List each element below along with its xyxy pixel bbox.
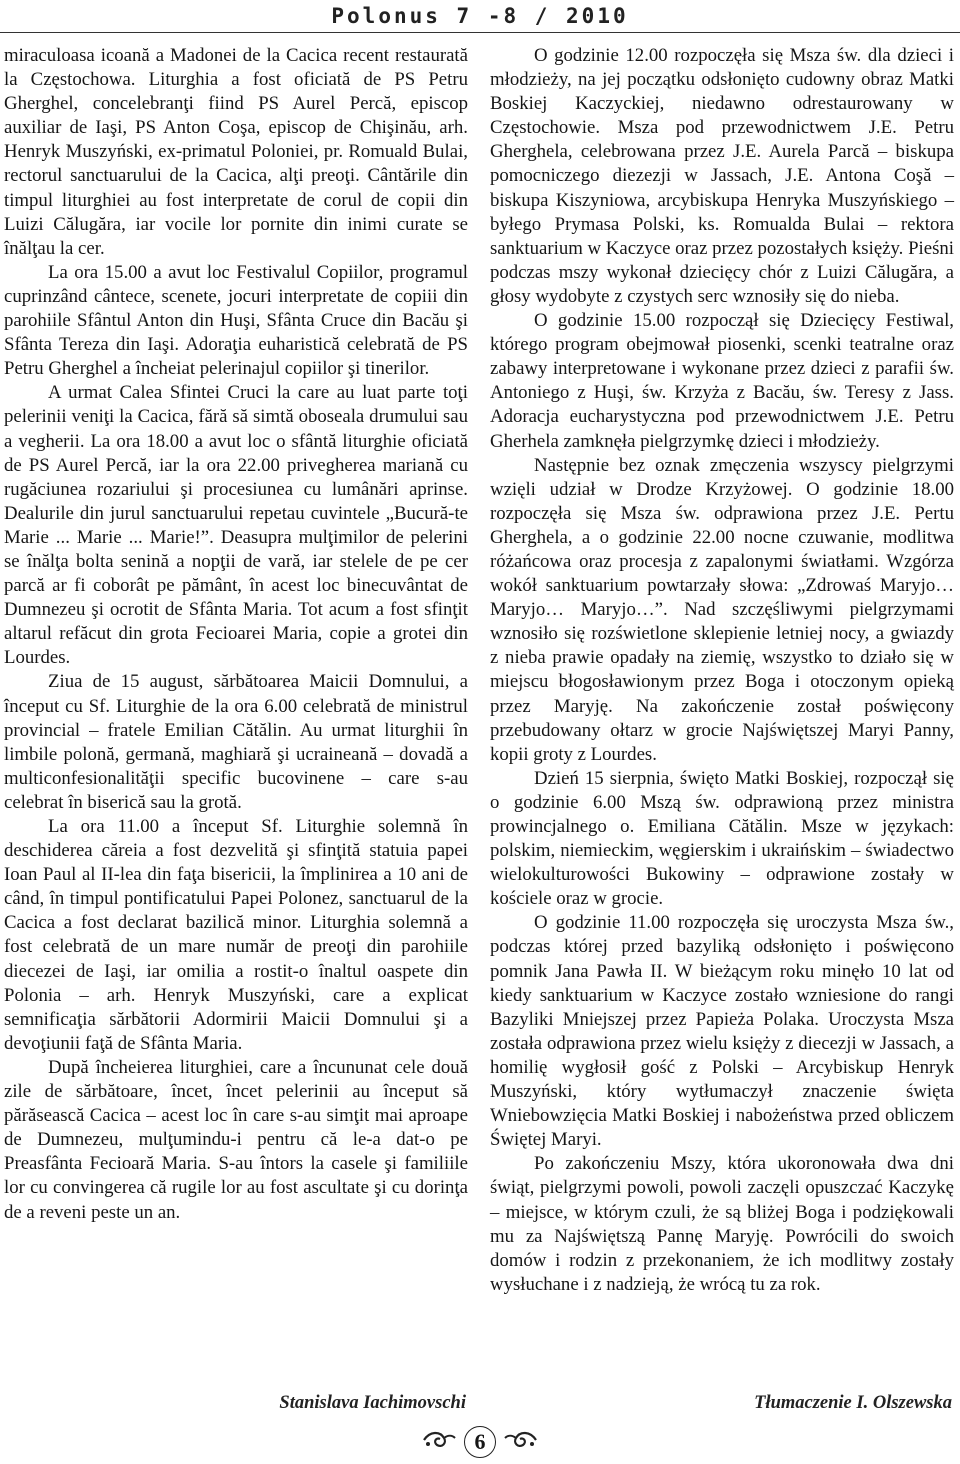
paragraph: Dzień 15 sierpnia, święto Matki Boskiej, rozpoczął się o godzinie 6.00 Mszą św. odprawioną przez ministra prowincjalnego o. Emiliana Cătălin. Msze w językach: polskim, niemieckim, węgierskim i ukraińskim – świadectwo wielokulturowości Bukowiny – odprawione zostały w kościele oraz w grocie. bbox=[490, 767, 954, 910]
paragraph: La ora 15.00 a avut loc Festivalul Copiilor, programul cuprinzând cântece, scenete, jocuri interpretate de copiii din parohiile Sfântul Anton din Huşi, Sfânta Cruce din Bacău şi Sfânta Tereza din Iaşi. Adoraţia euharistică celebrată de PS Petru Gherghel a încheiat pelerinajul copiilor şi tinerilor. bbox=[4, 261, 468, 380]
paragraph: miraculoasa icoană a Madonei de la Cacica recent restaurată la Częstochowa. Liturghia a fost oficiată de PS Petru Gherghel, concelebranţi fiind PS Aurel Percă, episcop auxiliar de Iaşi, PS Anton Coşa, episcop de Chişinău, arh. Henryk Muszyński, ex-primatul Poloniei, pr. Romuald Bulai, rectorul sanctuarului de la Cacica, alţi preoţi. Cântările din timpul liturghiei au fost interpretate de corul de copii din Luizi Călugăra, iar vocile lor pornite din inimi curate se înălţau la cer. bbox=[4, 45, 468, 259]
paragraph: După încheierea liturghiei, care a încununat cele două zile de sărbătoare, încet, încet pelerinii au început să părăsească Cacica – acest loc în care s-au simţit mai aproape de Dumnezeu, mulţumindu-i pentru că le-a dat-o pe Preasfânta Fecioară Maria. S-au întors la casele şi familiile lor cu convingerea că rugile lor au fost ascultate şi cu dorinţa de a reveni peste un an. bbox=[4, 1056, 468, 1223]
paragraph: A urmat Calea Sfintei Cruci la care au luat parte toţi pelerinii veniţi la Cacica, fără să simtă oboseala drumului sau a vegherii. La ora 18.00 a avut loc o sfântă liturghie oficiată de PS Aurel Percă, iar la ora 22.00 privegherea mariană cu rugăciunea rozariului şi procesiunea cu lumânări aprinse. Dealurile din jurul sanctuarului repetau cuvintele „Bucură-te Marie ... Marie ... Marie!”. Deasupra mulţimilor de pelerini se înălţa bolta senină a nopţii de vară, iar stelele de pe cer parcă ar fi coborât pe pământ, în acest loc binecuvântat de Dumnezeu şi ocrotit de Sfânta Maria. Tot acum a fost sfinţit altarul refăcut din grota Fecioarei Maria, copie a grotei din Lourdes. bbox=[4, 382, 468, 669]
article-column-polish bbox=[490, 44, 954, 1297]
paragraph: O godzinie 11.00 rozpoczęła się uroczysta Msza św., podczas której przed bazyliką odsłonięto i poświęcono pomnik Jana Pawła II. W bieżącym roku minęło 10 lat od kiedy sanktuarium w Kaczyce zostało wzniesione do rangi Bazyliki Mniejszej przez Papieża Polaka. Uroczysta Msza została odprawiona przez wielu księży z diecezji w Jassach, a homilię wygłosił gość z Polski – Arcybiskup Henryk Muszyński, który wytłumaczył znaczenie święta Wniebowzięcia Matki Boskiej i nabożeństwa przed obliczem Świętej Maryi. bbox=[490, 912, 954, 1151]
author-signature: Stanislava Iachimovschi bbox=[279, 1393, 466, 1413]
translator-signature: Tłumaczenie I. Olszewska bbox=[754, 1393, 952, 1413]
masthead-title: Polonus 7 -8 / 2010 bbox=[331, 4, 629, 28]
paragraph: Następnie bez oznak zmęczenia wszyscy pielgrzymi wzięli udział w Drodze Krzyżowej. O godzinie 18.00 rozpoczęła się Msza św. odprawiona przez J.E. Pertu Gherghela, a o godzinie 22.00 nocne czuwanie, modlitwa różańcowa oraz procesja z zapalonymi światłami. Wzgórza wokół sanktuarium powtarzały słowa: „Zdrowaś Maryjo… Maryjo… Maryjo…”. Nad szczęśliwymi pielgrzymami wznosiło się rozświetlone sklepienie letniej nocy, a gwiazdy z nieba prawie opadały na ziemię, wszystko to działo się w miejscu błogosławionym przez Boga i otoczonym opieką przez Maryję. Na zakończenie został poświęcony przebudowany ołtarz w grocie Najświętszej Maryi Panny, kopii groty z Lourdes. bbox=[490, 454, 954, 765]
fleuron-ornament-icon bbox=[504, 1429, 538, 1456]
paragraph: Po zakończeniu Mszy, która ukoronowała dwa dni świąt, pielgrzymi powoli, powoli zaczęli opuszczać Kaczykę – miejsce, w którym czuli, że są bliżej Boga i podziękowali mu za Najświętszą Pannę Maryję. Powrócili do swoich domów i rodzin z przekonaniem, że ich modlitwy zostały wysłuchane i z nadzieją, że wrócą tu za rok. bbox=[490, 1153, 954, 1295]
page-number: 6 bbox=[464, 1426, 496, 1458]
article-column-romanian bbox=[4, 44, 468, 1225]
paragraph: Ziua de 15 august, sărbătoarea Maicii Domnului, a început cu Sf. Liturghie de la ora 6.00 celebrată de ministrul provincial – fratele Emilian Cătălin. Au urmat liturghii în limbile polonă, germană, maghiară şi ucraineană – dovadă a multiconfesionalităţii specific bucovinene – care s-au celebrat în biserică sau la grotă. bbox=[4, 671, 468, 813]
paragraph: La ora 11.00 a început Sf. Liturghie solemnă în deschiderea căreia a fost dezvelită şi sfinţită statuia papei Ioan Paul al II-lea din faţa bisericii, la împlinirea a 10 ani de când, în timpul pontificatului Papei Polonez, sanctuarul de la Cacica a fost declarat bazilică minor. Liturghia solemnă a fost celebrată de un mare număr de preoţi din parohiile diecezei de Iaşi, iar omilia a rostit-o înaltul oaspete din Polonia – arh. Henryk Muszyński, care a explicat semnificaţia sărbătorii Adormirii Maicii Domnului şi a devoţiunii faţă de Sfânta Maria. bbox=[4, 816, 468, 1054]
fleuron-ornament-icon bbox=[422, 1429, 456, 1456]
paragraph: O godzinie 15.00 rozpoczął się Dziecięcy Festiwal, którego program obejmował piosenki, scenki teatralne oraz zabawy interpretowane i wykonane przez dzieci z parafii św. Antoniego z Huşi, św. Krzyża z Bacău, św. Teresy z Jass. Adoracja eucharystyczna pod przewodnictwem J.E. Petru Gherhela zamknęła pielgrzymkę dzieci i młodzieży. bbox=[490, 310, 954, 452]
page-footer bbox=[0, 1426, 960, 1460]
paragraph: O godzinie 12.00 rozpoczęła się Msza św. dla dzieci i młodzieży, na jej początku odsłonięto cudowny obraz Matki Boskiej Kaczyckiej, niedawno odrestaurowany w Częstochowie. Msza pod przewodnictwem J.E. Petru Gherghela, celebrowana przez J.E. Aurela Parcă – biskupa pomocniczego diezezji w Jassach, J.E. Antona Coşă – biskupa Kiszyniowa, arcybiskupa Henryka Muszyńskiego – byłego Prymasa Polski, ks. Romualda Bulai – rektora sanktuarium w Kaczyce oraz przez pozostałych księży. Pieśni podczas mszy wykonał dziecięcy chór z Luizi Călugăra, a głosy wydobyte z czystych serc wznosiły się do nieba. bbox=[490, 45, 954, 307]
header-rule bbox=[0, 32, 960, 33]
